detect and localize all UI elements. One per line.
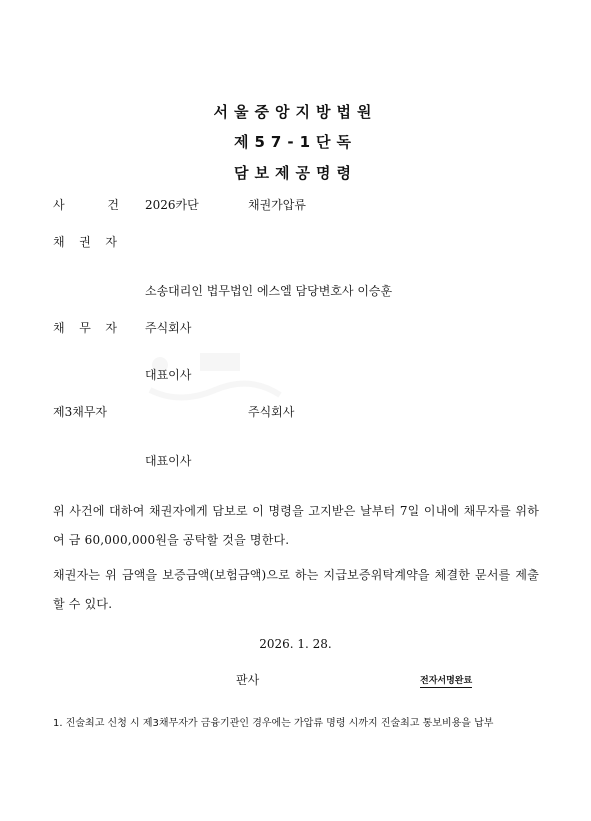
court-name: 서울중앙지방법원 (213, 103, 378, 121)
third-debtor-ceo: 대표이사 (145, 454, 192, 468)
debtor-label: 채 무 자 (53, 321, 117, 335)
electronic-signature-mark: 전자서명완료 (420, 673, 472, 688)
creditor-representative: 소송대리인 법무법인 에스엘 담당변호사 이승훈 (145, 284, 393, 298)
order-paragraph: 위 사건에 대하여 채권자에게 담보로 이 명령을 고지받은 날부터 7일 이내에 채무자를 위하여 금 60,000,000원을 공탁할 것을 명한다. (53, 504, 539, 547)
document-title: 담보제공명령 (234, 164, 357, 182)
case-number: 2026카단 (145, 198, 199, 212)
guarantee-paragraph: 채권자는 위 금액을 보증금액(보험금액)으로 하는 지급보증위탁계약을 체결한 문서를 제출할 수 있다. (53, 568, 539, 611)
division-name: 제57-1단독 (233, 133, 357, 151)
case-type: 채권가압류 (248, 198, 306, 212)
debtor-company: 주식회사 (145, 321, 192, 335)
debtor-ceo: 대표이사 (145, 368, 192, 382)
footnote: 1. 진술최고 신청 시 제3채무자가 금융기관인 경우에는 가압류 명령 시까지 진술최고 통보비용을 납부 (53, 718, 494, 729)
third-debtor-company: 주식회사 (248, 405, 295, 419)
judge-label: 판사 (236, 673, 260, 687)
creditor-label: 채 권 자 (53, 235, 117, 249)
order-date: 2026. 1. 28. (259, 637, 332, 651)
third-debtor-label: 제3채무자 (53, 405, 108, 419)
case-label: 사 건 (53, 198, 119, 212)
